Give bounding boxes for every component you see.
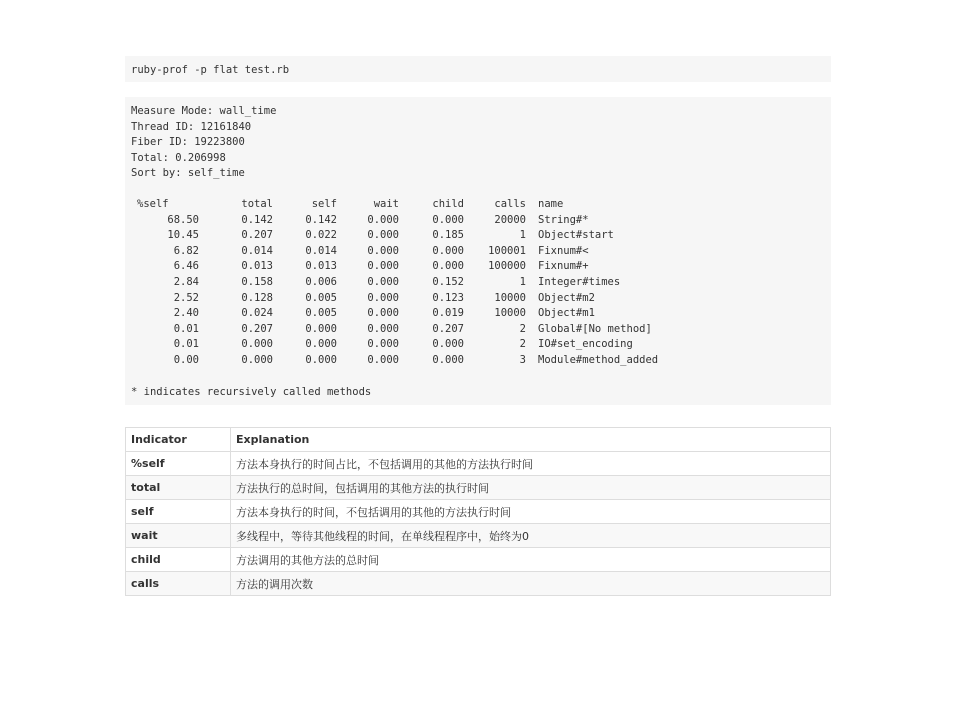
table-row (126, 548, 831, 572)
col-header: %self (137, 197, 169, 210)
indicator-cell: total (126, 476, 231, 500)
cell: 0.000 (367, 307, 399, 320)
cell: 0.000 (432, 213, 464, 226)
cell: Object#start (538, 229, 614, 242)
cell: 0.000 (305, 322, 337, 335)
header-line: Sort by: self_time (131, 167, 245, 180)
cell: 0.152 (432, 275, 464, 288)
cell: 0.000 (305, 338, 337, 351)
command-code-block (125, 56, 831, 82)
explanation-cell: 方法本身执行的时间，不包括调用的其他的方法执行时间 (231, 500, 831, 524)
cell: 0.142 (241, 213, 273, 226)
cell: 0.013 (241, 260, 273, 273)
table-row (131, 259, 658, 275)
cell: 0.000 (305, 353, 337, 366)
cell: 0.142 (305, 213, 337, 226)
cell: Fixnum#+ (538, 260, 589, 273)
cell: 68.50 (167, 213, 199, 226)
header-line: Measure Mode: wall_time (131, 105, 277, 117)
output-header (131, 104, 825, 182)
col-header: calls (494, 197, 526, 210)
table-row (126, 572, 831, 596)
cell: 10.45 (167, 229, 199, 242)
table-row (131, 291, 658, 307)
command-line: ruby-prof -p flat test.rb (131, 64, 290, 76)
cell: 20000 (494, 213, 526, 226)
cell: 100001 (488, 244, 526, 257)
table-row (131, 228, 658, 244)
header-line: Fiber ID: 19223800 (131, 136, 245, 149)
cell: 0.207 (241, 229, 273, 242)
cell: 6.82 (173, 244, 199, 257)
cell: 0.000 (367, 291, 399, 304)
cell: 100000 (488, 260, 526, 273)
cell: 0.024 (241, 307, 273, 320)
cell: 0.01 (173, 338, 199, 351)
cell: 0.000 (367, 353, 399, 366)
cell: 0.000 (432, 244, 464, 257)
cell: 0.022 (305, 229, 337, 242)
col-header: total (241, 197, 273, 210)
cell: 0.01 (173, 322, 199, 335)
cell: 10000 (494, 307, 526, 320)
table-row (131, 322, 658, 338)
table-row (126, 500, 831, 524)
recursion-footnote: * indicates recursively called methods (131, 385, 372, 398)
profile-header-row (131, 197, 658, 213)
cell: 0.185 (432, 229, 464, 242)
indicator-explanation-table (125, 427, 831, 596)
explanation-cell: 方法本身执行的时间占比，不包括调用的其他的方法执行时间 (231, 452, 831, 476)
cell: 0.013 (305, 260, 337, 273)
table-row (131, 353, 658, 369)
cell: 2.84 (173, 275, 199, 288)
table-row (131, 275, 658, 291)
cell: Object#m2 (538, 291, 595, 304)
cell: 0.158 (241, 275, 273, 288)
cell: 2.40 (173, 307, 199, 320)
indicator-header-row (126, 428, 831, 452)
col-header: name (538, 197, 564, 210)
table-row (126, 452, 831, 476)
cell: 2 (519, 338, 526, 351)
cell: 0.005 (305, 307, 337, 320)
cell: 0.000 (367, 229, 399, 242)
cell: 0.000 (367, 244, 399, 257)
cell: 2.52 (173, 291, 199, 304)
cell: 0.123 (432, 291, 464, 304)
cell: Global#[No method] (538, 322, 652, 335)
cell: 0.000 (432, 338, 464, 351)
cell: 0.006 (305, 275, 337, 288)
indicator-cell: calls (126, 572, 231, 596)
indicator-column-header: Indicator (126, 428, 231, 452)
cell: 3 (519, 353, 526, 366)
table-row (126, 476, 831, 500)
cell: 1 (519, 229, 526, 242)
cell: Integer#times (538, 275, 621, 288)
cell: Object#m1 (538, 307, 595, 320)
table-row (131, 213, 658, 229)
cell: 2 (519, 322, 526, 335)
cell: 0.000 (367, 260, 399, 273)
table-row (131, 244, 658, 260)
col-header: child (432, 197, 464, 210)
cell: 6.46 (173, 260, 199, 273)
cell: Module#method_added (538, 353, 659, 366)
cell: Fixnum#< (538, 244, 589, 257)
cell: 0.000 (367, 322, 399, 335)
cell: 0.207 (432, 322, 464, 335)
table-row (126, 524, 831, 548)
cell: 0.000 (432, 260, 464, 273)
cell: 0.000 (367, 338, 399, 351)
cell: 0.000 (367, 213, 399, 226)
indicator-cell: %self (126, 452, 231, 476)
cell: 0.014 (241, 244, 273, 257)
header-line: Total: 0.206998 (131, 151, 226, 164)
table-row (131, 306, 658, 322)
col-header: self (311, 197, 337, 210)
cell: 0.128 (241, 291, 273, 304)
indicator-cell: child (126, 548, 231, 572)
explanation-cell: 方法的调用次数 (231, 572, 831, 596)
indicator-cell: self (126, 500, 231, 524)
cell: 0.014 (305, 244, 337, 257)
explanation-cell: 方法执行的总时间，包括调用的其他方法的执行时间 (231, 476, 831, 500)
cell: 0.000 (241, 338, 273, 351)
explanation-cell: 方法调用的其他方法的总时间 (231, 548, 831, 572)
cell: 0.005 (305, 291, 337, 304)
header-line: Thread ID: 12161840 (131, 120, 252, 133)
explanation-cell: 多线程中，等待其他线程的时间，在单线程程序中，始终为0 (231, 524, 831, 548)
cell: 0.207 (241, 322, 273, 335)
explanation-column-header: Explanation (231, 428, 831, 452)
cell: 0.00 (173, 353, 199, 366)
cell: 0.019 (432, 307, 464, 320)
cell: 0.000 (241, 353, 273, 366)
col-header: wait (373, 197, 399, 210)
cell: IO#set_encoding (538, 338, 633, 351)
profile-table (131, 197, 658, 369)
profile-output-block (125, 97, 831, 405)
indicator-cell: wait (126, 524, 231, 548)
table-row (131, 337, 658, 353)
cell: String#* (538, 213, 589, 226)
cell: 0.000 (432, 353, 464, 366)
cell: 0.000 (367, 275, 399, 288)
cell: 1 (519, 275, 526, 288)
cell: 10000 (494, 291, 526, 304)
